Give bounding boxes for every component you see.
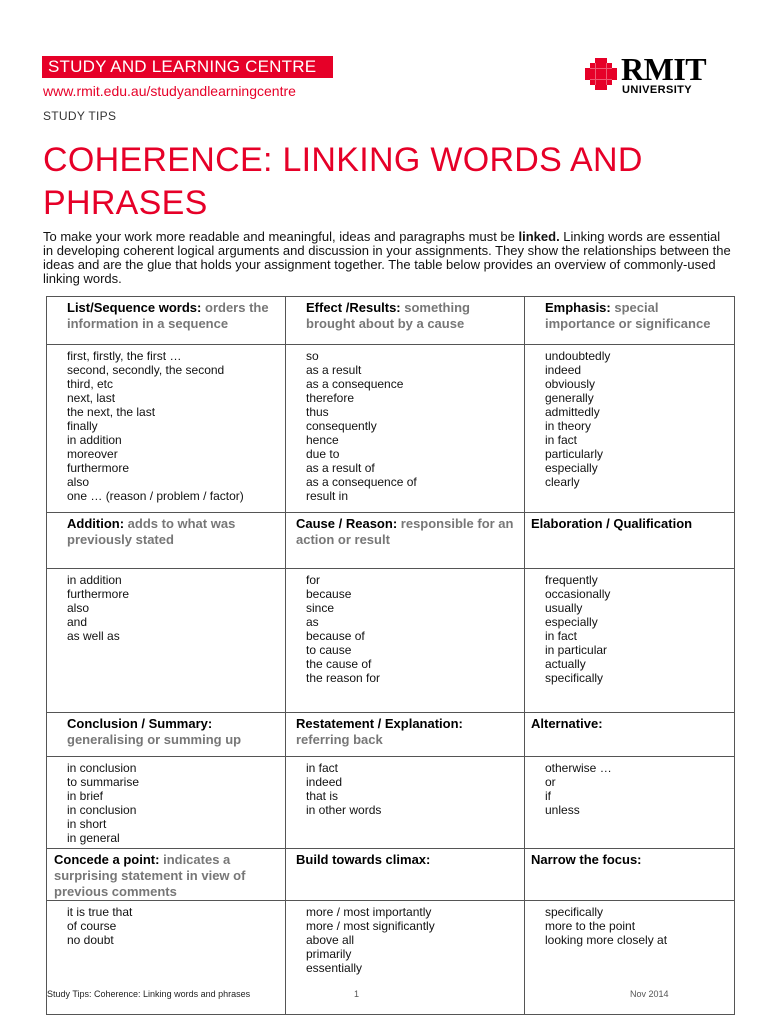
- linking-word-item: admittedly: [545, 405, 600, 419]
- linking-word-item: in fact: [545, 433, 578, 447]
- category-header: [525, 297, 734, 332]
- category-description: generalising or summing up: [67, 732, 242, 747]
- linking-word-item: no doubt: [67, 933, 114, 947]
- linking-word-item: obviously: [545, 377, 596, 391]
- linking-word-item: undoubtedly: [545, 349, 611, 363]
- linking-word-item: one … (reason / problem / factor): [67, 489, 244, 503]
- category-header-cell: [286, 713, 525, 757]
- category-header: [286, 713, 524, 748]
- linking-word-item: and: [67, 615, 88, 629]
- category-header-cell: [47, 513, 286, 569]
- linking-word-item: first, firstly, the first …: [67, 349, 182, 363]
- category-header: [286, 849, 524, 868]
- linking-word-item: primarily: [306, 947, 352, 961]
- category-heading: Emphasis:: [545, 300, 611, 315]
- linking-word-item: essentially: [306, 961, 363, 975]
- linking-word-list: [47, 901, 285, 947]
- linking-word-item: to summarise: [67, 775, 140, 789]
- linking-word-item: frequently: [545, 573, 598, 587]
- intro-text-end: Linking words are essential in developing coherent logical arguments and discussion in your assignments. They show the relationships between the ideas and are the glue that holds your assignment together. The table below provides an overview of commonly-used linking words.: [43, 229, 731, 286]
- linking-word-list: [47, 345, 285, 503]
- linking-word-list: [47, 569, 285, 643]
- linking-word-item: thus: [306, 405, 329, 419]
- footer-page-number: 1: [354, 989, 360, 999]
- category-description: referring back: [296, 732, 383, 747]
- linking-word-item: furthermore: [67, 587, 130, 601]
- linking-word-item: furthermore: [67, 461, 130, 475]
- linking-word-item: it is true that: [67, 905, 133, 919]
- linking-word-item: in brief: [67, 789, 104, 803]
- category-heading: Effect /Results:: [306, 300, 401, 315]
- linking-word-list: [286, 569, 524, 685]
- linking-word-item: generally: [545, 391, 594, 405]
- linking-word-item: since: [306, 601, 335, 615]
- category-heading: Concede a point:: [54, 852, 160, 867]
- linking-word-item: in fact: [306, 761, 339, 775]
- category-items-cell: [286, 569, 525, 713]
- linking-word-list: [286, 757, 524, 817]
- category-header: [47, 513, 285, 548]
- category-header-cell: [525, 849, 735, 901]
- category-header-cell: [286, 297, 525, 345]
- linking-word-item: also: [67, 601, 90, 615]
- category-description: adds to what was previously stated: [67, 516, 236, 547]
- linking-word-item: finally: [67, 419, 98, 433]
- rmit-pixel-icon: [585, 58, 617, 90]
- category-heading: Conclusion / Summary:: [67, 716, 213, 731]
- footer-document-title: Study Tips: Coherence: Linking words and phrases: [47, 989, 251, 999]
- linking-word-list: [525, 901, 734, 947]
- linking-word-item: in fact: [545, 629, 578, 643]
- category-header-cell: [47, 297, 286, 345]
- category-header: [47, 713, 285, 748]
- category-description: special importance or significance: [545, 300, 711, 331]
- linking-word-item: clearly: [545, 475, 580, 489]
- category-heading: Elaboration / Qualification: [531, 516, 693, 531]
- category-header-cell: [286, 849, 525, 901]
- linking-word-item: more to the point: [545, 919, 636, 933]
- linking-word-item: in theory: [545, 419, 592, 433]
- linking-word-item: to cause: [306, 643, 352, 657]
- logo-wordmark: RMIT: [621, 51, 707, 87]
- linking-word-item: next, last: [67, 391, 116, 405]
- category-heading: Build towards climax:: [296, 852, 431, 867]
- linking-word-item: hence: [306, 433, 339, 447]
- linking-word-list: [47, 757, 285, 845]
- linking-word-item: unless: [545, 803, 580, 817]
- linking-word-item: in conclusion: [67, 761, 137, 775]
- linking-word-item: in particular: [545, 643, 608, 657]
- linking-word-item: in addition: [67, 433, 122, 447]
- intro-text-start: To make your work more readable and meaningful, ideas and paragraphs must be: [43, 229, 519, 244]
- linking-word-item: so: [306, 349, 319, 363]
- linking-word-item: specifically: [545, 905, 604, 919]
- centre-banner: STUDY AND LEARNING CENTRE: [42, 56, 333, 78]
- linking-word-item: the reason for: [306, 671, 381, 685]
- category-items-cell: [525, 757, 735, 849]
- linking-word-item: especially: [545, 461, 598, 475]
- category-header: [525, 713, 734, 732]
- category-header: [286, 513, 524, 548]
- linking-word-item: of course: [67, 919, 117, 933]
- study-tips-label: STUDY TIPS: [43, 109, 117, 123]
- linking-word-item: moreover: [67, 447, 118, 461]
- linking-word-item: in addition: [67, 573, 122, 587]
- linking-word-item: due to: [306, 447, 340, 461]
- linking-word-item: third, etc: [67, 377, 114, 391]
- category-items-cell: [47, 757, 286, 849]
- category-description: orders the information in a sequence: [67, 300, 269, 331]
- linking-word-item: because: [306, 587, 352, 601]
- linking-word-item: for: [306, 573, 321, 587]
- category-items-cell: [47, 345, 286, 513]
- category-items-cell: [286, 345, 525, 513]
- linking-word-item: as a consequence of: [306, 475, 417, 489]
- linking-word-list: [286, 901, 524, 975]
- category-items-cell: [286, 901, 525, 1015]
- rmit-logo: [585, 51, 715, 98]
- category-items-cell: [47, 569, 286, 713]
- linking-word-item: especially: [545, 615, 598, 629]
- linking-word-item: in general: [67, 831, 120, 845]
- category-items-cell: [286, 757, 525, 849]
- linking-word-item: as a consequence: [306, 377, 404, 391]
- category-header-cell: [286, 513, 525, 569]
- page-title: COHERENCE: LINKING WORDS AND PHRASES: [43, 141, 643, 222]
- linking-word-item: in conclusion: [67, 803, 137, 817]
- linking-word-item: second, secondly, the second: [67, 363, 225, 377]
- linking-word-item: the cause of: [306, 657, 372, 671]
- linking-word-item: result in: [306, 489, 349, 503]
- category-heading: Narrow the focus:: [531, 852, 642, 867]
- linking-word-list: [525, 345, 734, 489]
- category-description: indicates a surprising statement in view of previous comments: [54, 852, 246, 899]
- category-header: [47, 849, 285, 900]
- category-header-cell: [525, 513, 735, 569]
- linking-word-item: as well as: [67, 629, 120, 643]
- linking-word-list: [525, 569, 734, 685]
- linking-word-item: the next, the last: [67, 405, 156, 419]
- linking-word-item: indeed: [545, 363, 582, 377]
- linking-word-item: particularly: [545, 447, 604, 461]
- linking-word-item: in other words: [306, 803, 382, 817]
- linking-words-table: [46, 296, 735, 1015]
- linking-word-item: above all: [306, 933, 355, 947]
- intro-paragraph: [43, 230, 733, 286]
- linking-word-item: as a result of: [306, 461, 375, 475]
- intro-emphasis: linked.: [518, 229, 560, 244]
- category-description: something brought about by a cause: [306, 300, 470, 331]
- linking-word-list: [525, 757, 734, 817]
- linking-word-item: or: [545, 775, 556, 789]
- linking-word-item: indeed: [306, 775, 343, 789]
- category-header: [525, 849, 734, 868]
- category-header: [47, 297, 285, 332]
- category-heading: Cause / Reason:: [296, 516, 398, 531]
- category-items-cell: [525, 569, 735, 713]
- category-header-cell: [47, 849, 286, 901]
- linking-word-item: more / most importantly: [306, 905, 432, 919]
- linking-word-item: more / most significantly: [306, 919, 435, 933]
- category-heading: Restatement / Explanation:: [296, 716, 463, 731]
- linking-word-item: because of: [306, 629, 365, 643]
- linking-word-item: actually: [545, 657, 586, 671]
- linking-word-item: therefore: [306, 391, 355, 405]
- linking-word-item: as: [306, 615, 319, 629]
- category-header-cell: [525, 713, 735, 757]
- linking-word-item: specifically: [545, 671, 604, 685]
- linking-word-item: in short: [67, 817, 107, 831]
- footer-date: Nov 2014: [630, 989, 669, 999]
- centre-url: www.rmit.edu.au/studyandlearningcentre: [43, 83, 296, 99]
- logo-subtitle: UNIVERSITY: [622, 84, 693, 96]
- category-heading: Alternative:: [531, 716, 603, 731]
- linking-word-item: otherwise …: [545, 761, 612, 775]
- linking-word-list: [286, 345, 524, 503]
- linking-word-item: occasionally: [545, 587, 611, 601]
- linking-word-item: if: [545, 789, 551, 803]
- linking-word-item: looking more closely at: [545, 933, 668, 947]
- category-description: responsible for an action or result: [296, 516, 514, 547]
- category-items-cell: [525, 345, 735, 513]
- linking-word-item: usually: [545, 601, 583, 615]
- category-header: [286, 297, 524, 332]
- linking-word-item: as a result: [306, 363, 362, 377]
- linking-word-item: consequently: [306, 419, 377, 433]
- category-heading: List/Sequence words:: [67, 300, 202, 315]
- category-heading: Addition:: [67, 516, 125, 531]
- linking-word-item: also: [67, 475, 90, 489]
- category-header: [525, 513, 734, 532]
- linking-word-item: that is: [306, 789, 339, 803]
- category-header-cell: [525, 297, 735, 345]
- category-header-cell: [47, 713, 286, 757]
